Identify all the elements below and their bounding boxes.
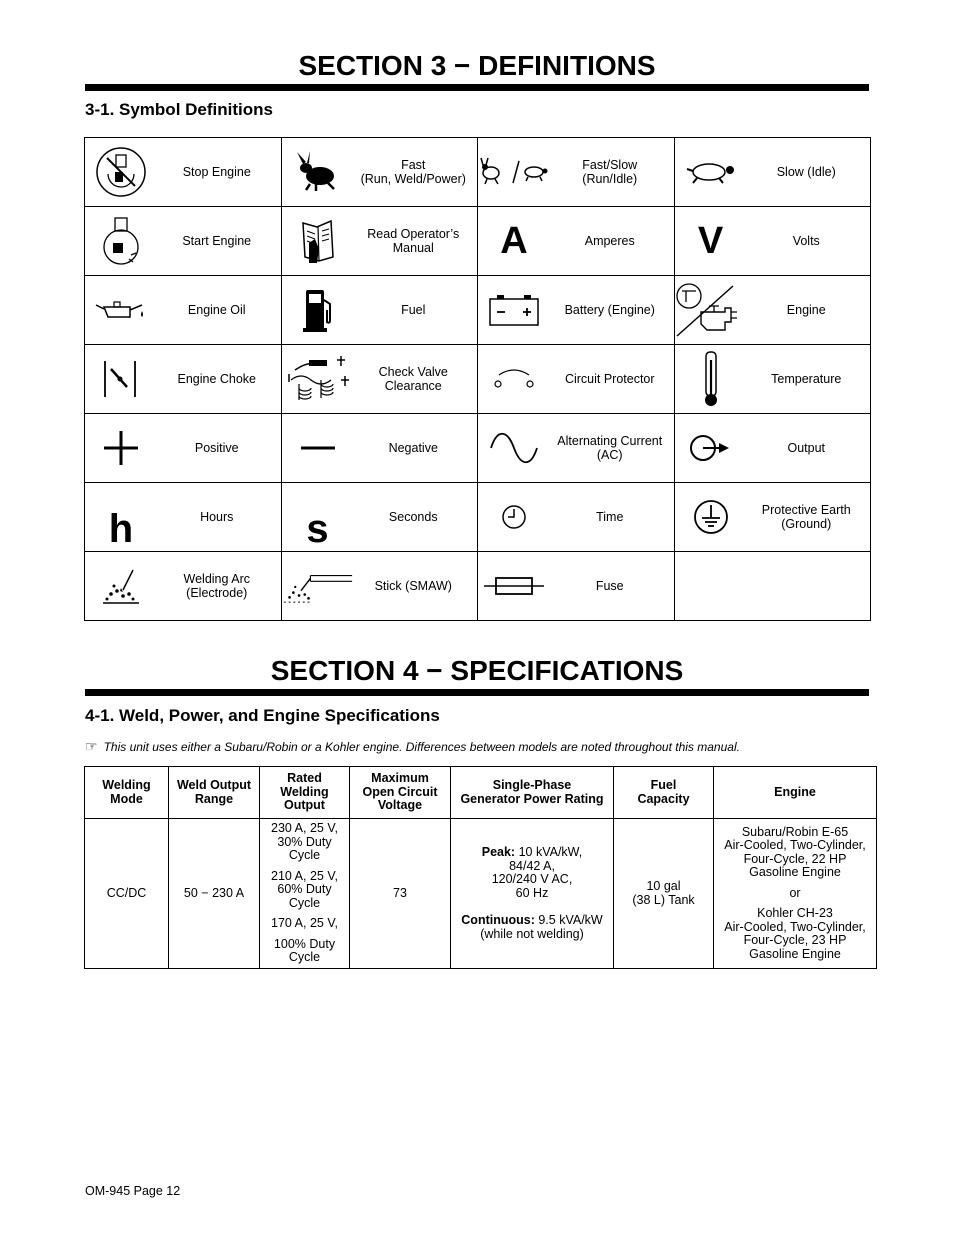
symbol-label: Stop Engine [182,165,251,179]
symbol-cell [674,276,871,345]
open-circuit-voltage-cell: 73 [350,819,451,969]
symbol-cell [674,414,871,483]
engine-cell [714,819,877,969]
table-row [85,819,877,969]
fuse-icon [478,552,550,620]
welding-mode-cell: CC/DC [85,819,169,969]
symbol-label: Fuel [401,303,426,317]
positive-icon [85,414,157,482]
engine-choke-icon [85,345,157,413]
symbol-label: Battery (Engine) [564,303,655,317]
symbol-label: Positive [194,441,239,455]
symbol-cell [281,345,478,414]
symbol-label: Amperes [584,234,635,248]
amperes-icon: A [500,219,528,262]
symbol-cell [478,483,675,552]
symbol-row [85,414,871,483]
symbol-cell [85,345,282,414]
symbol-cell [674,552,871,621]
symbol-label: Temperature [771,372,842,386]
symbol-cell [281,138,478,207]
symbol-label: Fast (Run, Weld/Power) [360,158,466,186]
symbol-definitions-heading: 3-1. Symbol Definitions [85,100,273,119]
welding-arc-icon [85,552,157,620]
symbol-cell [478,414,675,483]
symbol-row [85,483,871,552]
rated-output-4: 100% Duty Cycle [273,936,336,965]
fast-rabbit-icon [282,138,354,206]
symbol-label: Seconds [388,510,438,524]
symbol-cell [85,138,282,207]
start-engine-icon [85,207,157,275]
weld-output-range-cell: 50 − 230 A [169,819,260,969]
symbol-row [85,207,871,276]
symbol-cell [281,552,478,621]
open-circuit-voltage-header: Maximum Open Circuit Voltage [350,767,451,819]
symbol-cell [281,276,478,345]
symbol-row [85,552,871,621]
rated-output-3: 170 A, 25 V, [271,916,338,931]
symbol-cell [478,138,675,207]
symbol-cell [478,276,675,345]
engine-note-text: This unit uses either a Subaru/Robin or a Kohler engine. Differences between models are noted throughout this manual. [103,739,740,754]
symbol-label: Stick (SMAW) [374,579,452,593]
weld-output-range-header: Weld Output Range [169,767,260,819]
symbol-label: Engine Oil [187,303,246,317]
engine-option-2: Kohler CH-23 Air-Cooled, Two-Cylinder, Four-Cycle, 23 HP Gasoline Engine [724,906,866,961]
symbol-cell [674,345,871,414]
symbol-label: Protective Earth (Ground) [761,503,851,531]
symbol-cell [478,207,675,276]
section-4-rule [85,689,869,696]
fuel-capacity-header: Fuel Capacity [614,767,714,819]
symbol-label: Engine [786,303,826,317]
symbol-cell [478,552,675,621]
symbol-label: Negative [388,441,438,455]
engine-option-1: Subaru/Robin E-65 Air-Cooled, Two-Cylinder, Four-Cycle, 22 HP Gasoline Engine [724,824,866,880]
rated-output-2: 210 A, 25 V, 60% Duty Cycle [271,868,338,910]
symbol-cell [281,414,478,483]
fuel-capacity-cell: 10 gal (38 L) Tank [614,819,714,969]
battery-icon [478,276,550,344]
symbol-cell [85,207,282,276]
engine-note [85,738,740,755]
valve-clearance-icon [282,345,354,413]
symbol-cell [85,552,282,621]
symbol-label: Engine Choke [177,372,257,386]
symbol-row [85,138,871,207]
hours-icon: h [108,506,134,551]
symbol-label: Alternating Current (AC) [557,434,663,462]
section-3-rule [85,84,869,91]
symbol-cell [478,345,675,414]
section-4-title: SECTION 4 − SPECIFICATIONS [270,655,684,686]
symbol-label: Slow (Idle) [776,165,836,179]
continuous-value: 9.5 kVA/kW (while not welding) [480,913,603,941]
fuel-pump-icon [282,276,354,344]
symbol-label: Hours [200,510,234,524]
symbol-cell [85,414,282,483]
page-footer: OM-945 Page 12 [85,1184,181,1198]
stick-smaw-icon [282,552,354,620]
symbol-cell [281,207,478,276]
read-manual-icon [282,207,354,275]
protective-earth-icon [675,483,747,551]
symbol-label: Time [596,510,624,524]
seconds-icon: s [306,506,329,551]
ac-sine-icon [478,414,550,482]
engine-header: Engine [714,767,877,819]
rated-welding-output-cell [260,819,350,969]
symbol-label: Check Valve Clearance [378,365,448,393]
symbol-label: Volts [792,234,820,248]
symbol-cell [85,276,282,345]
negative-icon [282,414,354,482]
generator-power-cell [451,819,614,969]
symbol-cell [281,483,478,552]
engine-or: or [789,885,801,900]
peak-label: Peak: [481,845,516,859]
rated-output-1: 230 A, 25 V, 30% Duty Cycle [271,821,338,863]
symbol-label: Output [787,441,826,455]
output-icon [675,414,747,482]
engine-icon [675,276,747,344]
specifications-table [84,766,877,969]
symbol-label: Welding Arc (Electrode) [183,572,250,600]
thermometer-icon [675,345,747,413]
symbol-label: Read Operator’s Manual [367,227,460,255]
stop-engine-icon [85,138,157,206]
symbol-row [85,276,871,345]
symbol-label: Fast/Slow (Run/Idle) [582,158,638,186]
symbol-row [85,345,871,414]
welding-mode-header: Welding Mode [85,767,169,819]
generator-power-header: Single-Phase Generator Power Rating [451,767,614,819]
continuous-label: Continuous: [461,913,535,927]
fast-slow-icon [478,138,550,206]
peak-value: 10 kVA/kW, 84/42 A, 120/240 V AC, 60 Hz [491,845,583,900]
symbol-label: Circuit Protector [564,372,655,386]
circuit-protector-icon [478,345,550,413]
specifications-heading: 4-1. Weld, Power, and Engine Specifications [85,706,440,725]
slow-turtle-icon [675,138,747,206]
pointing-hand-icon: ☞ [85,738,98,754]
symbol-cell [85,483,282,552]
symbol-label: Fuse [595,579,624,593]
symbol-cell [674,138,871,207]
rated-welding-output-header: Rated Welding Output [260,767,350,819]
symbol-cell [674,483,871,552]
symbol-cell [674,207,871,276]
symbol-label: Start Engine [182,234,252,248]
time-clock-icon [478,483,550,551]
volts-icon: V [697,219,724,262]
section-3-title: SECTION 3 − DEFINITIONS [298,50,656,81]
engine-oil-icon [85,276,157,344]
symbol-definitions-table [84,137,871,621]
